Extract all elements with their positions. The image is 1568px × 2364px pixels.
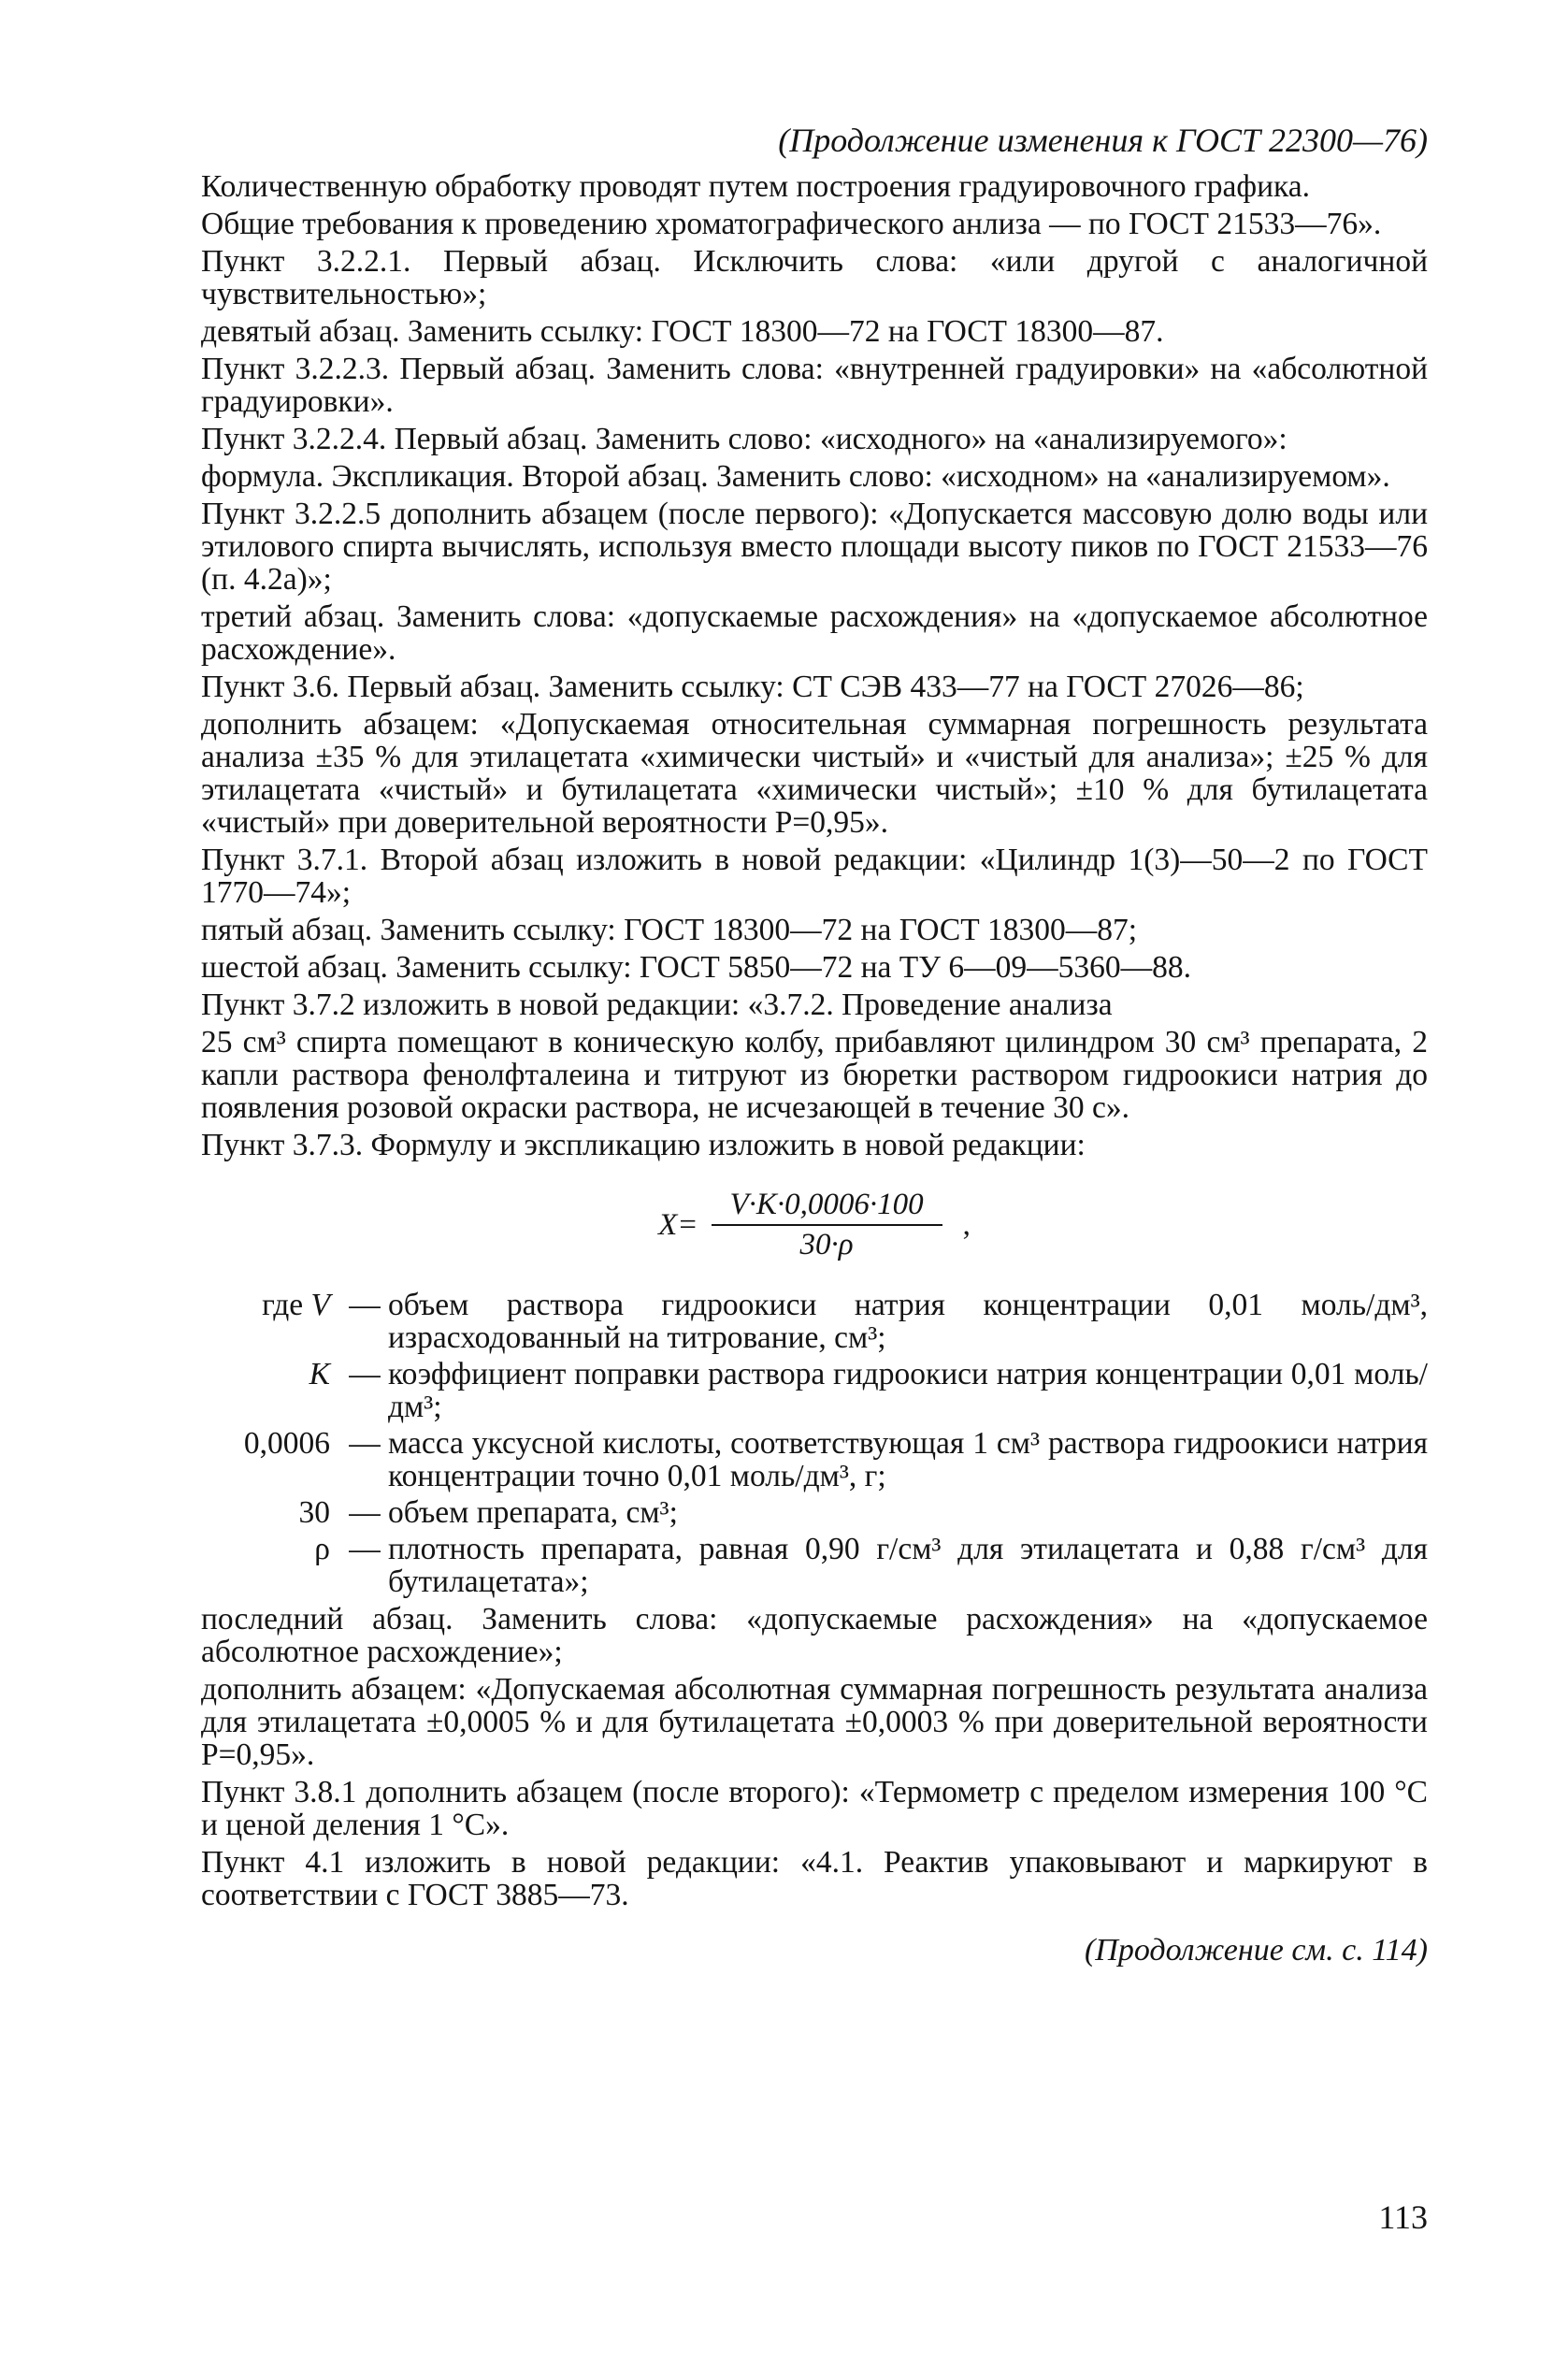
paragraph: Пункт 3.2.2.1. Первый абзац. Исключить слова: «или другой с аналогичной чувствительностью»;	[201, 244, 1428, 311]
explication-text: объем раствора гидроокиси натрия концентрации 0,01 моль/дм³, израсходованный на титрование, см³;	[388, 1288, 1428, 1355]
explication-text: объем препарата, см³;	[388, 1495, 678, 1530]
explication-symbol: ρ	[314, 1532, 330, 1566]
formula-numerator: V·K·0,0006·100	[712, 1188, 942, 1226]
explication-text: масса уксусной кислоты, соответствующая 1 см³ раствора гидроокиси натрия концентрации точно 0,01 моль/дм³, г;	[388, 1426, 1428, 1493]
body-text-bottom	[201, 1603, 1428, 1911]
explication-row	[201, 1496, 1428, 1529]
paragraph: Пункт 4.1 изложить в новой редакции: «4.1. Реактив упаковывают и маркируют в соответствии с ГОСТ 3885—73.	[201, 1845, 1428, 1912]
formula-comma: ,	[962, 1207, 971, 1242]
page-number: 113	[1378, 2198, 1428, 2236]
formula-fraction	[712, 1188, 942, 1262]
paragraph: последний абзац. Заменить слова: «допускаемые расхождения» на «допускаемое абсолютное расхождение»;	[201, 1602, 1428, 1669]
continuation-header: (Продолжение изменения к ГОСТ 22300—76)	[778, 122, 1428, 159]
explication-dash: —	[349, 1288, 381, 1322]
paragraph: шестой абзац. Заменить ссылку: ГОСТ 5850—72 на ТУ 6—09—5360—88.	[201, 950, 1191, 985]
explication-symbol: 30	[298, 1495, 330, 1530]
paragraph: Общие требования к проведению хроматографического анлиза — по ГОСТ 21533—76».	[201, 207, 1382, 241]
paragraph: 25 см³ спирта помещают в коническую колбу, прибавляют цилиндром 30 см³ препарата, 2 капли раствора фенолфталеина и титруют из бюретки раствором гидроокиси натрия до появления розовой окраски раствора, не исчезающей в течение 30 с».	[201, 1025, 1428, 1125]
explication-dash: —	[349, 1357, 381, 1391]
explication-row	[201, 1289, 1428, 1354]
paragraph: формула. Экспликация. Второй абзац. Заменить слово: «исходном» на «анализируемом».	[201, 459, 1390, 494]
continuation-note: (Продолжение см. с. 114)	[1084, 1933, 1428, 1968]
paragraph: пятый абзац. Заменить ссылку: ГОСТ 18300—72 на ГОСТ 18300—87;	[201, 913, 1138, 947]
explication-row	[201, 1427, 1428, 1492]
paragraph: дополнить абзацем: «Допускаемая абсолютная суммарная погрешность результата анализа для этилацетата ±0,0005 % и для бутилацетата ±0,0003 % при доверительной вероятности Р=0,95».	[201, 1672, 1428, 1772]
paragraph: девятый абзац. Заменить ссылку: ГОСТ 18300—72 на ГОСТ 18300—87.	[201, 314, 1164, 349]
explication-symbol: 0,0006	[243, 1426, 330, 1461]
formula-lhs: X=	[658, 1207, 698, 1242]
body-text-top	[201, 170, 1428, 1161]
explication-row	[201, 1358, 1428, 1423]
formula-denominator: 30·ρ	[799, 1228, 854, 1261]
paragraph: третий абзац. Заменить слова: «допускаемые расхождения» на «допускаемое абсолютное расхождение».	[201, 599, 1428, 667]
explication-dash: —	[349, 1495, 381, 1530]
paragraph: Пункт 3.7.1. Второй абзац изложить в новой редакции: «Цилиндр 1(3)—50—2 по ГОСТ 1770—74»;	[201, 843, 1428, 910]
paragraph: дополнить абзацем: «Допускаемая относительная суммарная погрешность результата анализа ±35 % для этилацетата «химически чистый» и «чистый для анализа»; ±25 % для этилацетата «чистый» и бутилацетата «химически чистый»; ±10 % для бутилацетата «чистый» при доверительной вероятности Р=0,95».	[201, 707, 1428, 840]
paragraph: Пункт 3.7.3. Формулу и экспликацию изложить в новой редакции:	[201, 1128, 1086, 1162]
paragraph: Количественную обработку проводят путем построения градуировочного графика.	[201, 169, 1311, 204]
explication-symbol: K	[309, 1357, 330, 1391]
explication	[201, 1289, 1428, 1598]
paragraph: Пункт 3.6. Первый абзац. Заменить ссылку: СТ СЭВ 433—77 на ГОСТ 27026—86;	[201, 670, 1304, 704]
explication-dash: —	[349, 1532, 381, 1566]
paragraph: Пункт 3.2.2.3. Первый абзац. Заменить слова: «внутренней градуировки» на «абсолютной градуировки».	[201, 352, 1428, 419]
paragraph: Пункт 3.8.1 дополнить абзацем (после второго): «Термометр с пределом измерения 100 °С и ценой деления 1 °С».	[201, 1775, 1428, 1842]
explication-dash: —	[349, 1426, 381, 1461]
paragraph: Пункт 3.2.2.5 дополнить абзацем (после первого): «Допускается массовую долю воды или этилового спирта вычислять, используя вместо площади высоту пиков по ГОСТ 21533—76 (п. 4.2а)»;	[201, 497, 1428, 597]
explication-row	[201, 1533, 1428, 1598]
explication-text: плотность препарата, равная 0,90 г/см³ для этилацетата и 0,88 г/см³ для бутилацетата»;	[388, 1532, 1428, 1599]
formula	[201, 1188, 1428, 1262]
explication-symbol: где V	[262, 1288, 330, 1322]
paragraph: Пункт 3.7.2 изложить в новой редакции: «3.7.2. Проведение анализа	[201, 987, 1113, 1022]
explication-text: коэффициент поправки раствора гидроокиси натрия концентрации 0,01 моль/дм³;	[388, 1357, 1428, 1424]
paragraph: Пункт 3.2.2.4. Первый абзац. Заменить слово: «исходного» на «анализируемого»:	[201, 422, 1287, 456]
